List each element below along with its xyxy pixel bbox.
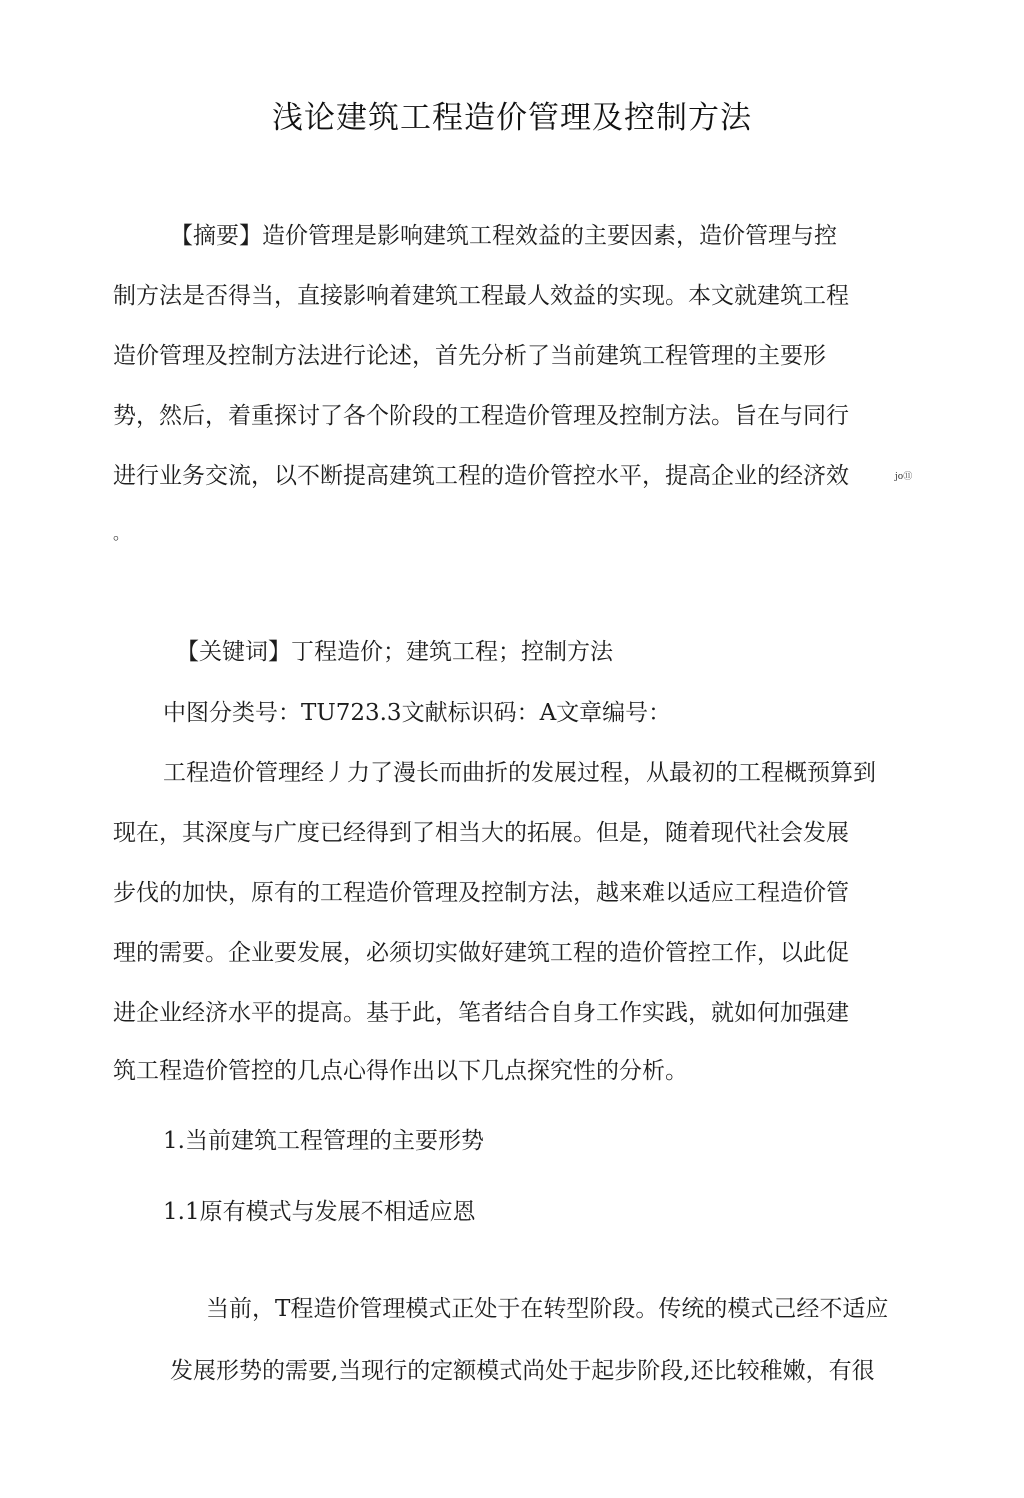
abstract-line-3: 造价管理及控制方法进行论述，首先分析了当前建筑工程管理的主要形 — [113, 343, 826, 369]
abstract-line-1: 【摘要】造价管理是影响建筑工程效益的主要因素，造价管理与控 — [170, 223, 837, 249]
section-line-1: 当前，T程造价管理模式正处于在转型阶段。传统的模式己经不适应 — [206, 1296, 889, 1322]
document-title: 浅论建筑工程造价管理及控制方法 — [272, 100, 752, 136]
intro-line-1: 工程造价管理经丿力了漫长而曲折的发展过程，从最初的工程概预算到 — [163, 760, 876, 786]
section-heading-1-1: 1.1原有模式与发展不相适应恩 — [163, 1199, 476, 1225]
abstract-line-4: 势，然后，着重探讨了各个阶段的工程造价管理及控制方法。旨在与同行 — [113, 403, 849, 429]
intro-line-4: 理的需要。企业要发展，必须切实做好建筑工程的造价管控工作，以此促 — [113, 940, 849, 966]
intro-line-6: 筑工程造价管控的几点心得作出以下几点探究性的分析。 — [113, 1058, 688, 1084]
abstract-line-2: 制方法是否得当，直接影响着建筑工程最人效益的实现。本文就建筑工程 — [113, 283, 849, 309]
intro-line-5: 进企业经济水平的提高。基于此，笔者结合自身工作实践，就如何加强建 — [113, 1000, 849, 1026]
classification-line: 中图分类号：TU723.3文献标识码：A文章编号： — [163, 700, 672, 726]
section-line-2: 发展形势的需要,当现行的定额模式尚处于起步阶段,还比较稚嫩，有很 — [170, 1358, 875, 1384]
intro-line-2: 现在，其深度与广度已经得到了相当大的拓展。但是，随着现代社会发展 — [113, 820, 849, 846]
abstract-line-6: 。 — [113, 524, 130, 543]
abstract-side-mark: jo⑪ — [895, 472, 913, 482]
abstract-line-5: 进行业务交流，以不断提高建筑工程的造价管控水平，提高企业的经济效 — [113, 463, 849, 489]
section-heading-1: 1.当前建筑工程管理的主要形势 — [163, 1128, 484, 1154]
intro-line-3: 步伐的加快，原有的工程造价管理及控制方法，越来难以适应工程造价管 — [113, 880, 849, 906]
keywords-line: 【关键词】丁程造价；建筑工程；控制方法 — [176, 639, 613, 665]
